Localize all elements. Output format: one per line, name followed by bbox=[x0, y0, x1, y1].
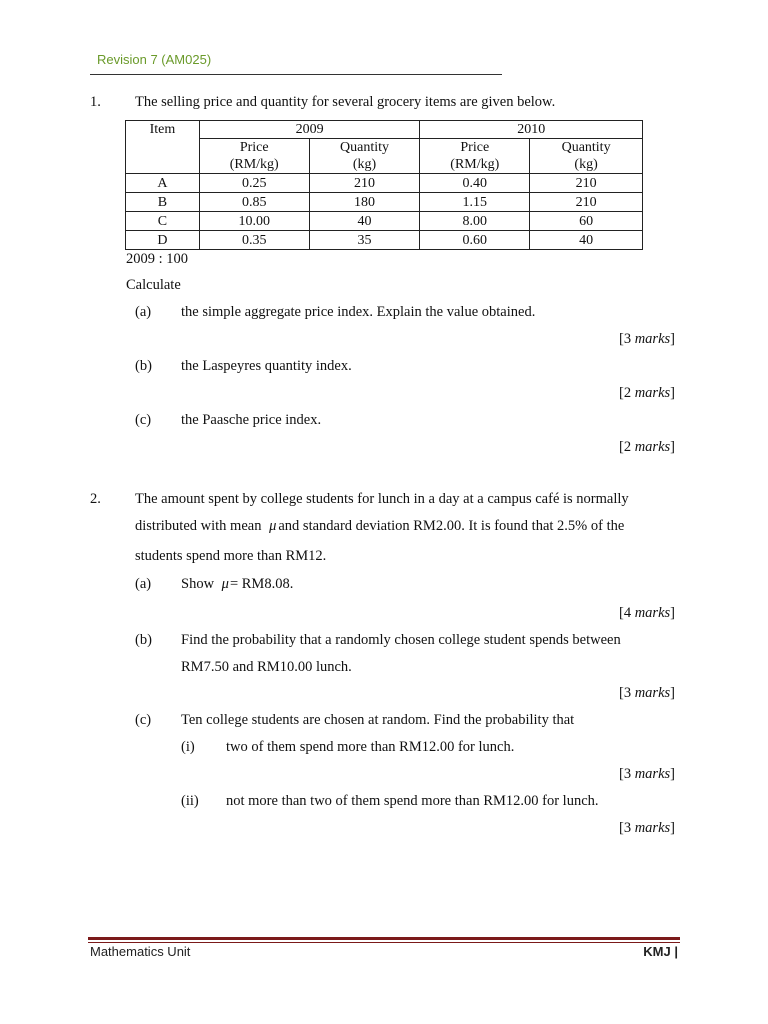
table-row bbox=[126, 193, 643, 212]
item-header: Item bbox=[126, 121, 200, 174]
table-year-row bbox=[126, 121, 643, 139]
marks-label: [4 marks] bbox=[618, 605, 675, 621]
q2a-label: (a) bbox=[135, 576, 152, 592]
cell-price-2010: 8.00 bbox=[420, 212, 530, 231]
footer-unit: Mathematics Unit bbox=[90, 944, 191, 959]
cell-qty-2010: 60 bbox=[530, 212, 643, 231]
q2b-line2: RM7.50 and RM10.00 lunch. bbox=[181, 659, 352, 675]
header-rule bbox=[90, 74, 502, 75]
q1-part-label: (c) bbox=[135, 412, 152, 428]
year-2010-header: 2010 bbox=[420, 121, 643, 139]
cell-item: D bbox=[126, 231, 200, 250]
q2a-text: Show μ= RM8.08. bbox=[181, 576, 294, 592]
q2c-label: (c) bbox=[135, 712, 152, 728]
q2ci-label: (i) bbox=[181, 739, 195, 755]
marks-label: [3 marks] bbox=[618, 685, 675, 701]
q2cii-label: (ii) bbox=[181, 793, 199, 809]
q2-line2: distributed with mean μ and standard deviation RM2.00. It is found that 2.5% of the bbox=[135, 518, 625, 534]
q2b-label: (b) bbox=[135, 632, 152, 648]
calculate-label: Calculate bbox=[126, 277, 181, 293]
q2cii-text: not more than two of them spend more than RM12.00 for lunch. bbox=[226, 793, 599, 809]
cell-price-2010: 1.15 bbox=[420, 193, 530, 212]
cell-qty-2009: 40 bbox=[309, 212, 420, 231]
marks-label: [3 marks] bbox=[618, 820, 675, 836]
cell-item: B bbox=[126, 193, 200, 212]
cell-qty-2009: 210 bbox=[309, 174, 420, 193]
cell-qty-2010: 210 bbox=[530, 174, 643, 193]
cell-item: C bbox=[126, 212, 200, 231]
marks-label: [3 marks] bbox=[618, 766, 675, 782]
qty-2009-header: Quantity (kg) bbox=[309, 139, 420, 174]
q1-part-text: the Paasche price index. bbox=[181, 412, 322, 428]
marks-label: [2 marks] bbox=[618, 385, 675, 401]
year-2009-header: 2009 bbox=[199, 121, 420, 139]
qty-2010-header: Quantity (kg) bbox=[530, 139, 643, 174]
marks-label: [2 marks] bbox=[618, 439, 675, 455]
cell-price-2009: 10.00 bbox=[199, 212, 309, 231]
table-row bbox=[126, 174, 643, 193]
q1-part-text: the Laspeyres quantity index. bbox=[181, 358, 352, 374]
price-2010-header: Price (RM/kg) bbox=[420, 139, 530, 174]
q2-line3: students spend more than RM12. bbox=[135, 548, 327, 564]
q1-number: 1. bbox=[90, 94, 101, 110]
price-2009-header: Price (RM/kg) bbox=[199, 139, 309, 174]
footer-kmj: KMJ | bbox=[643, 944, 678, 959]
cell-price-2009: 0.85 bbox=[199, 193, 309, 212]
q1-part-label: (b) bbox=[135, 358, 152, 374]
q2-number: 2. bbox=[90, 491, 101, 507]
cell-price-2009: 0.35 bbox=[199, 231, 309, 250]
q1-part-text: the simple aggregate price index. Explain the value obtained. bbox=[181, 304, 536, 320]
cell-qty-2009: 35 bbox=[309, 231, 420, 250]
q2c-text: Ten college students are chosen at random. Find the probability that bbox=[181, 712, 575, 728]
q2b-line1: Find the probability that a randomly chosen college student spends between bbox=[181, 632, 621, 648]
mu-symbol: μ bbox=[221, 576, 229, 592]
cell-price-2009: 0.25 bbox=[199, 174, 309, 193]
cell-qty-2009: 180 bbox=[309, 193, 420, 212]
q2ci-text: two of them spend more than RM12.00 for lunch. bbox=[226, 739, 515, 755]
table-row bbox=[126, 231, 643, 250]
cell-qty-2010: 40 bbox=[530, 231, 643, 250]
mu-symbol: μ bbox=[269, 518, 277, 534]
cell-price-2010: 0.60 bbox=[420, 231, 530, 250]
footer-rule-thin bbox=[88, 942, 680, 943]
table-subheader-row bbox=[126, 139, 643, 174]
q1-intro: The selling price and quantity for several grocery items are given below. bbox=[135, 94, 556, 110]
grocery-table bbox=[125, 120, 643, 250]
q2-line1: The amount spent by college students for lunch in a day at a campus café is normally bbox=[135, 491, 629, 507]
cell-price-2010: 0.40 bbox=[420, 174, 530, 193]
footer-rule bbox=[88, 937, 680, 940]
cell-qty-2010: 210 bbox=[530, 193, 643, 212]
table-row bbox=[126, 212, 643, 231]
cell-item: A bbox=[126, 174, 200, 193]
marks-label: [3 marks] bbox=[618, 331, 675, 347]
base-year: 2009 : 100 bbox=[126, 251, 189, 267]
q1-part-label: (a) bbox=[135, 304, 152, 320]
header-title: Revision 7 (AM025) bbox=[97, 52, 212, 67]
